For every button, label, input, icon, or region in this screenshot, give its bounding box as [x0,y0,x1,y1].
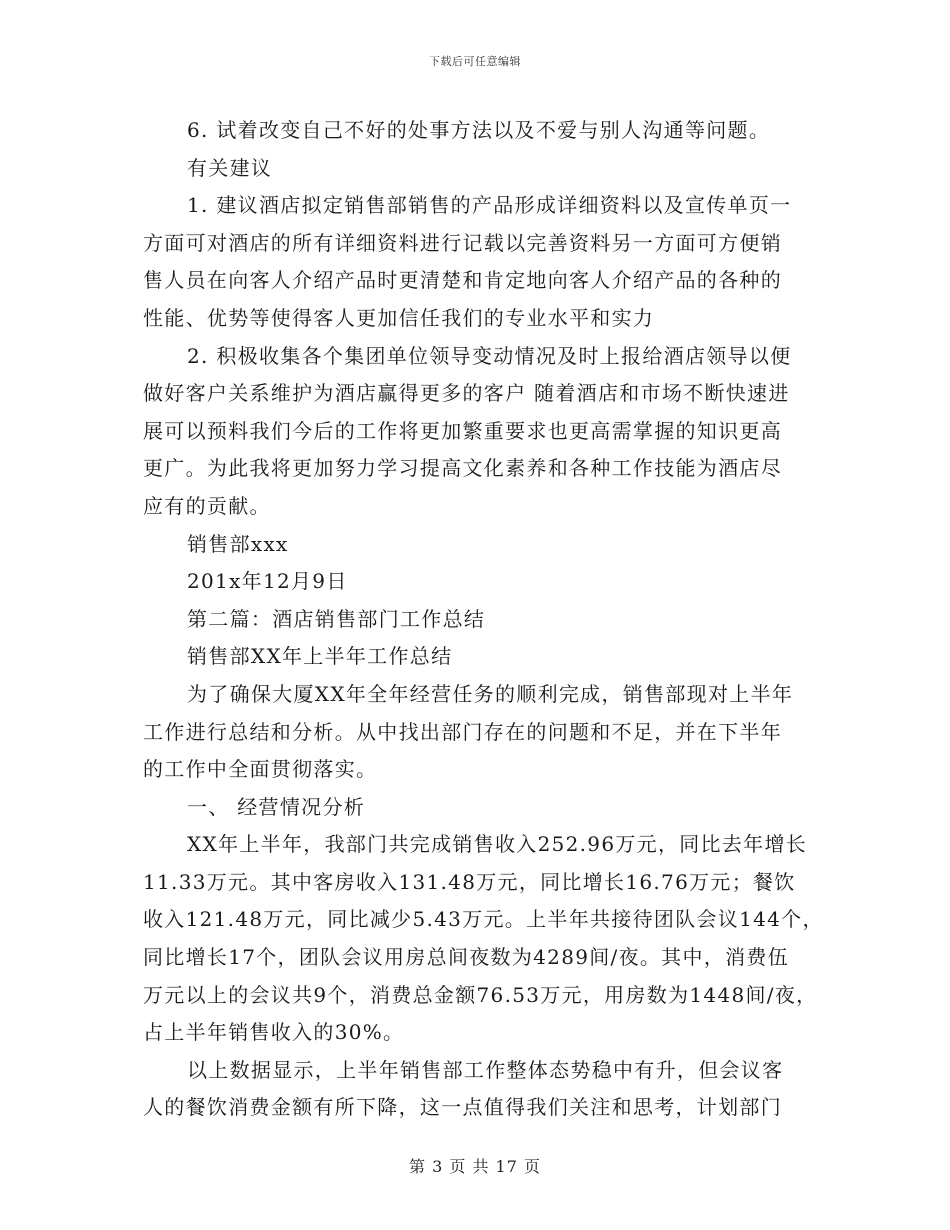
text-line: XX年上半年，我部门共完成销售收入252.96万元，同比去年增长 [187,832,808,857]
text-line: 为了确保大厦XX年全年经营任务的顺利完成，销售部现对上半年 [187,681,794,706]
text-line: 一、 经营情况分析 [187,794,366,819]
text-line: 销售部XX年上半年工作总结 [187,644,453,669]
text-line: 2. 积极收集各个集团单位领导变动情况及时上报给酒店领导以便 [187,343,792,368]
text-line: 方面可对酒店的所有详细资料进行记载以完善资料另一方面可方便销 [143,230,782,255]
text-line: 人的餐饮消费金额有所下降，这一点值得我们关注和思考，计划部门 [143,1095,782,1120]
text-line: 占上半年销售收入的30%。 [143,1020,405,1045]
text-line: 工作进行总结和分析。从中找出部门存在的问题和不足，并在下半年 [143,719,782,744]
text-line: 更广。为此我将更加努力学习提高文化素养和各种工作技能为酒店尽 [143,456,782,481]
text-line: 售人员在向客人介绍产品时更清楚和肯定地向客人介绍产品的各种的 [143,268,782,293]
text-line: 1. 建议酒店拟定销售部销售的产品形成详细资料以及宣传单页一 [187,193,792,218]
text-line: 以上数据显示，上半年销售部工作整体态势稳中有升，但会议客 [187,1057,784,1082]
text-line: 收入121.48万元，同比减少5.43万元。上半年共接待团队会议144个， [143,907,824,932]
text-line: 展可以预料我们今后的工作将更加繁重要求也更高需掌握的知识更高 [143,418,782,443]
text-line: 6. 试着改变自己不好的处事方法以及不爱与别人沟通等问题。 [187,118,771,142]
text-line: 销售部xxx [187,531,289,556]
text-line: 11.33万元。其中客房收入131.48万元，同比增长16.76万元；餐饮 [143,869,796,894]
text-line: 201x年12月9日 [187,569,348,594]
document-body [143,112,824,1127]
text-line: 应有的贡献。 [143,493,271,518]
page-header-note: 下载后可任意编辑 [429,55,521,68]
text-line: 第二篇：酒店销售部门工作总结 [187,606,486,631]
text-line: 的工作中全面贯彻落实。 [143,757,378,782]
text-line: 有关建议 [187,155,273,180]
page-number-footer: 第 3 页 共 17 页 [409,1157,541,1176]
text-line: 性能、优势等使得客人更加信任我们的专业水平和实力 [143,305,655,330]
text-line: 万元以上的会议共9个，消费总金额76.53万元，用房数为1448间/夜， [143,982,818,1007]
text-line: 做好客户关系维护为酒店赢得更多的客户 随着酒店和市场不断快速进 [143,381,790,406]
text-line: 同比增长17个，团队会议用房总间夜数为4289间/夜。其中，消费伍 [143,945,789,970]
